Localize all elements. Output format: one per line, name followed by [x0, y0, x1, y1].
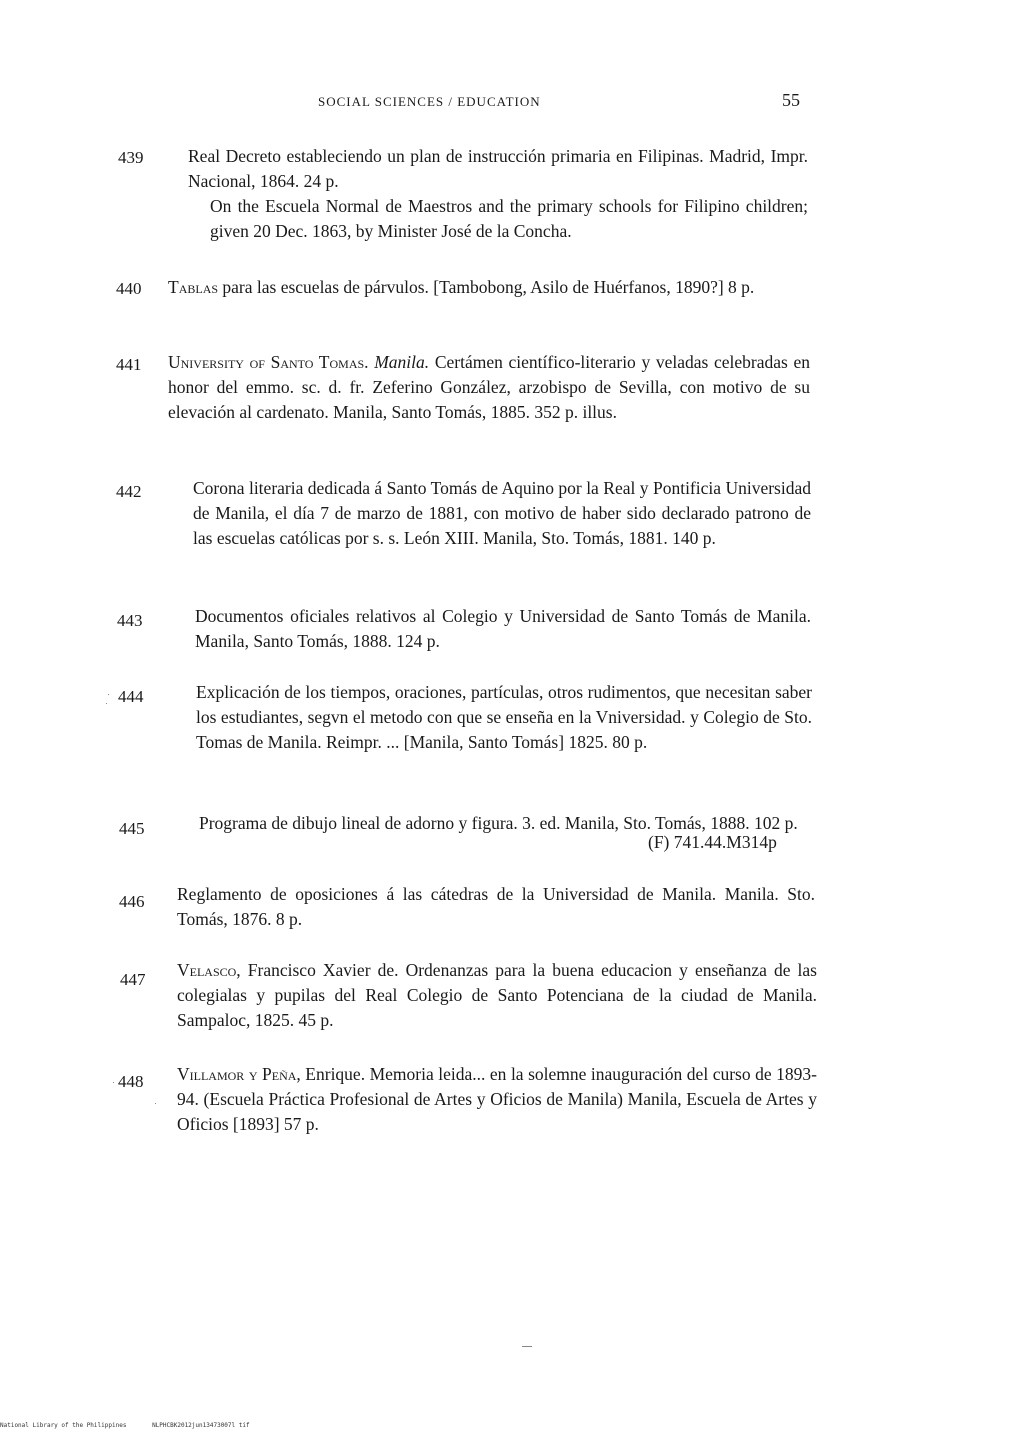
- scan-speck: [106, 703, 107, 704]
- entry-author: University of Santo Tomas.: [168, 352, 369, 372]
- entry-note: On the Escuela Normal de Maestros and the primary schools for Filipino children; given 20 Dec. 1863, by Minister José de la Concha.: [210, 196, 808, 241]
- bibliography-entry: [177, 882, 815, 932]
- entry-place: Manila.: [374, 352, 430, 372]
- entry-number: 439: [118, 148, 144, 167]
- entry-author: Villamor y Peña,: [177, 1064, 301, 1084]
- bibliography-entry: [195, 604, 811, 654]
- entry-text: Reglamento de oposiciones á las cátedras de la Universidad de Manila. Manila. Sto. Tomás, 1876. 8 p.: [177, 884, 815, 929]
- entry-number: 447: [120, 970, 146, 989]
- entry-author: Velasco,: [177, 960, 241, 980]
- entry-author: Tablas: [168, 277, 219, 297]
- entry-text: Programa de dibujo lineal de adorno y figura. 3. ed. Manila, Sto. Tomás, 1888. 102 p.: [199, 813, 798, 833]
- entry-number: 444: [118, 687, 144, 706]
- entry-number: 440: [116, 279, 142, 298]
- entry-text: University of Santo Tomas. Manila. Certámen científico-literario y veladas celebradas en honor del emmo. sc. d. fr. Zeferino González, arzobispo de Sevilla, con motivo de su elevación al cardenato. Manila, Santo Tomás, 1885. 352 p. illus.: [168, 352, 811, 422]
- bibliography-entry: [193, 476, 811, 551]
- scan-speck: [108, 694, 109, 695]
- entry-number: 441: [116, 355, 142, 374]
- bibliography-entry: [188, 144, 808, 244]
- running-head: SOCIAL SCIENCES / EDUCATION: [318, 94, 541, 109]
- entry-text: Documentos oficiales relativos al Colegio y Universidad de Santo Tomás de Manila. Manila, Santo Tomás, 1888. 124 p.: [195, 606, 811, 651]
- bibliography-entry: [196, 680, 812, 755]
- entry-text: Velasco, Francisco Xavier de. Ordenanzas para la buena educacion y enseñanza de las colegialas y pupilas del Real Colegio de Santo Potenciana de la ciudad de Manila. Sampaloc, 1825. 45 p.: [177, 960, 817, 1030]
- scan-speck: [113, 1082, 114, 1083]
- entry-text: Villamor y Peña, Enrique. Memoria leida... en la solemne inauguración del curso de 1893-94. (Escuela Práctica Profesional de Artes y Oficios de Manila) Manila, Escuela de Artes y Oficios [1893] 57 p.: [177, 1064, 817, 1134]
- bibliography-entry: [168, 275, 808, 300]
- footer-library: National Library of the Philippines: [0, 1422, 127, 1429]
- entry-text: Corona literaria dedicada á Santo Tomás de Aquino por la Real y Pontificia Universidad de Manila, el día 7 de marzo de 1881, con motivo de haber sido declarado patrono de las escuelas católicas por s. s. León XIII. Manila, Sto. Tomás, 1881. 140 p.: [193, 478, 811, 548]
- entry-text: Real Decreto estableciendo un plan de instrucción primaria en Filipinas. Madrid, Impr. Nacional, 1864. 24 p.: [188, 146, 808, 191]
- bibliography-entry: [177, 958, 817, 1033]
- scan-speck: [155, 1103, 156, 1104]
- scan-speck: [522, 1346, 532, 1347]
- entry-text: Explicación de los tiempos, oraciones, partículas, otros rudimentos, que necesitan saber los estudiantes, segvn el metodo con que se enseña en la Vniversidad. y Colegio de Sto. Tomas de Manila. Reimpr. ... [Manila, Santo Tomás] 1825. 80 p.: [196, 682, 812, 752]
- entry-number: 443: [117, 611, 143, 630]
- entry-text: Tablas para las escuelas de párvulos. [Tambobong, Asilo de Huérfanos, 1890?] 8 p.: [168, 277, 755, 297]
- entry-number: 445: [119, 819, 145, 838]
- page-number: 55: [782, 90, 800, 110]
- call-number: (F) 741.44.M314p: [648, 832, 777, 852]
- bibliography-entry: [168, 350, 810, 425]
- entry-number: 446: [119, 892, 145, 911]
- scan-footer: [0, 1422, 272, 1429]
- entry-number: 442: [116, 482, 142, 501]
- footer-file-id: NLPHCBK2012jun13473007l tif: [152, 1422, 250, 1429]
- entry-number: 448: [118, 1072, 144, 1091]
- bibliography-entry: [177, 1062, 817, 1137]
